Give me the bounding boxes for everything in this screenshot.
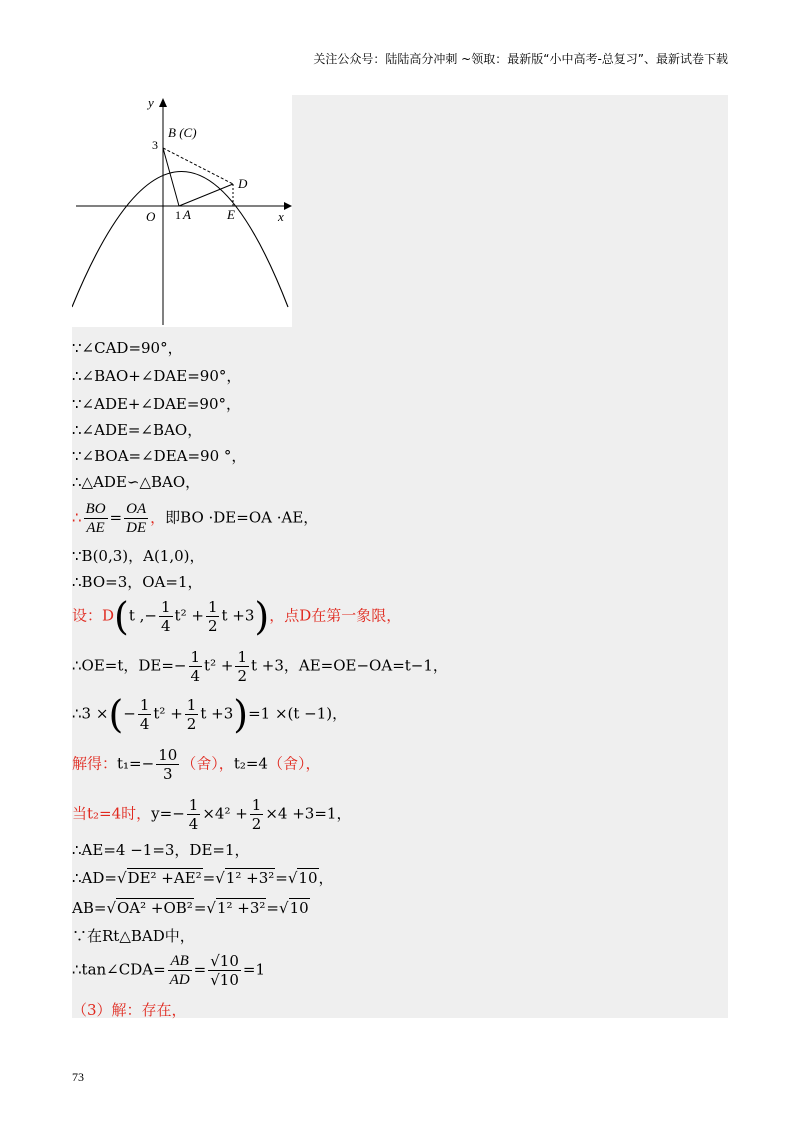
step-9: ∴BO=3，OA=1， xyxy=(72,573,203,591)
step-18: ∵在Rt△BAD中， xyxy=(72,927,195,945)
parabola-graph xyxy=(72,95,292,327)
step-11: ∴OE=t，DE=− $\frac{1}{4}$ t² + $\frac{1}{2}$ t +3，AE=OE−OA=t−1， xyxy=(72,648,448,685)
x-axis-arrow xyxy=(284,202,292,210)
segment-ad xyxy=(179,184,233,206)
step-2: ∴∠BAO+∠DAE=90°， xyxy=(72,367,242,385)
step-13-solve: 解得：t₁=− $\frac{10}{3}$ （舍），t₂=4（舍）， xyxy=(72,746,321,783)
step-3: ∵∠ADE+∠DAE=90°， xyxy=(72,395,242,413)
step-17-ab: AB=√OA² +OB²=√1² +3²=√10 xyxy=(72,899,309,917)
origin-label: O xyxy=(146,209,156,224)
segment-bd xyxy=(163,148,233,184)
y-axis-label: y xyxy=(148,95,154,110)
step-16-ad: ∴AD=√DE² +AE²=√1² +3²=√10， xyxy=(72,869,334,887)
segment-ba xyxy=(163,148,179,206)
y-intercept-label: 3 xyxy=(152,138,158,152)
solution-content xyxy=(72,95,728,1018)
point-a-label: A xyxy=(183,207,191,222)
step-7-ratio: ∴ $\frac{BO}{AE}$ = $\frac{OA}{DE}$ ，即BO ·DE=OA ·AE， xyxy=(72,501,319,536)
point-bc-label: B (C) xyxy=(168,125,197,140)
page-header: 关注公众号：陆陆高分冲刺 ~领取：最新版“小中高考-总复习”、最新试卷下载 xyxy=(313,52,728,66)
step-8: ∵B(0,3)，A(1,0)， xyxy=(72,547,205,565)
step-5: ∵∠BOA=∠DEA=90 °， xyxy=(72,447,247,465)
x-axis-label: x xyxy=(278,209,284,224)
step-4: ∴∠ADE=∠BAO， xyxy=(72,421,203,439)
parabola-curve xyxy=(72,172,288,308)
step-12: ∴3 ×(− $\frac{1}{4}$ t² + $\frac{1}{2}$ t +3)=1 ×(t −1)， xyxy=(72,692,348,737)
step-19-tan: ∴tan∠CDA= $\frac{AB}{AD}$ = $\frac{√10}{√10}$ =1 xyxy=(72,952,266,989)
page-number: 73 xyxy=(72,1070,84,1084)
point-e-label: E xyxy=(227,207,235,222)
step-20-part3: （3）解：存在， xyxy=(72,1001,187,1019)
step-10-set-d: 设：D(t ,− $\frac{1}{4}$ t² + $\frac{1}{2}$ t +3)，点D在第一象限， xyxy=(72,594,402,639)
step-15: ∴AE=4 −1=3，DE=1， xyxy=(72,841,250,859)
parabola-figure xyxy=(72,95,292,327)
step-6: ∴△ADE∽△BAO， xyxy=(72,473,201,491)
step-1: ∵∠CAD=90°， xyxy=(72,339,183,357)
step-14: 当t₂=4时，y=− $\frac{1}{4}$ ×4² + $\frac{1}{2}$ ×4 +3=1， xyxy=(72,796,352,833)
y-axis-arrow xyxy=(159,98,167,107)
tick-one-label: 1 xyxy=(175,208,181,222)
point-d-label: D xyxy=(238,176,248,191)
